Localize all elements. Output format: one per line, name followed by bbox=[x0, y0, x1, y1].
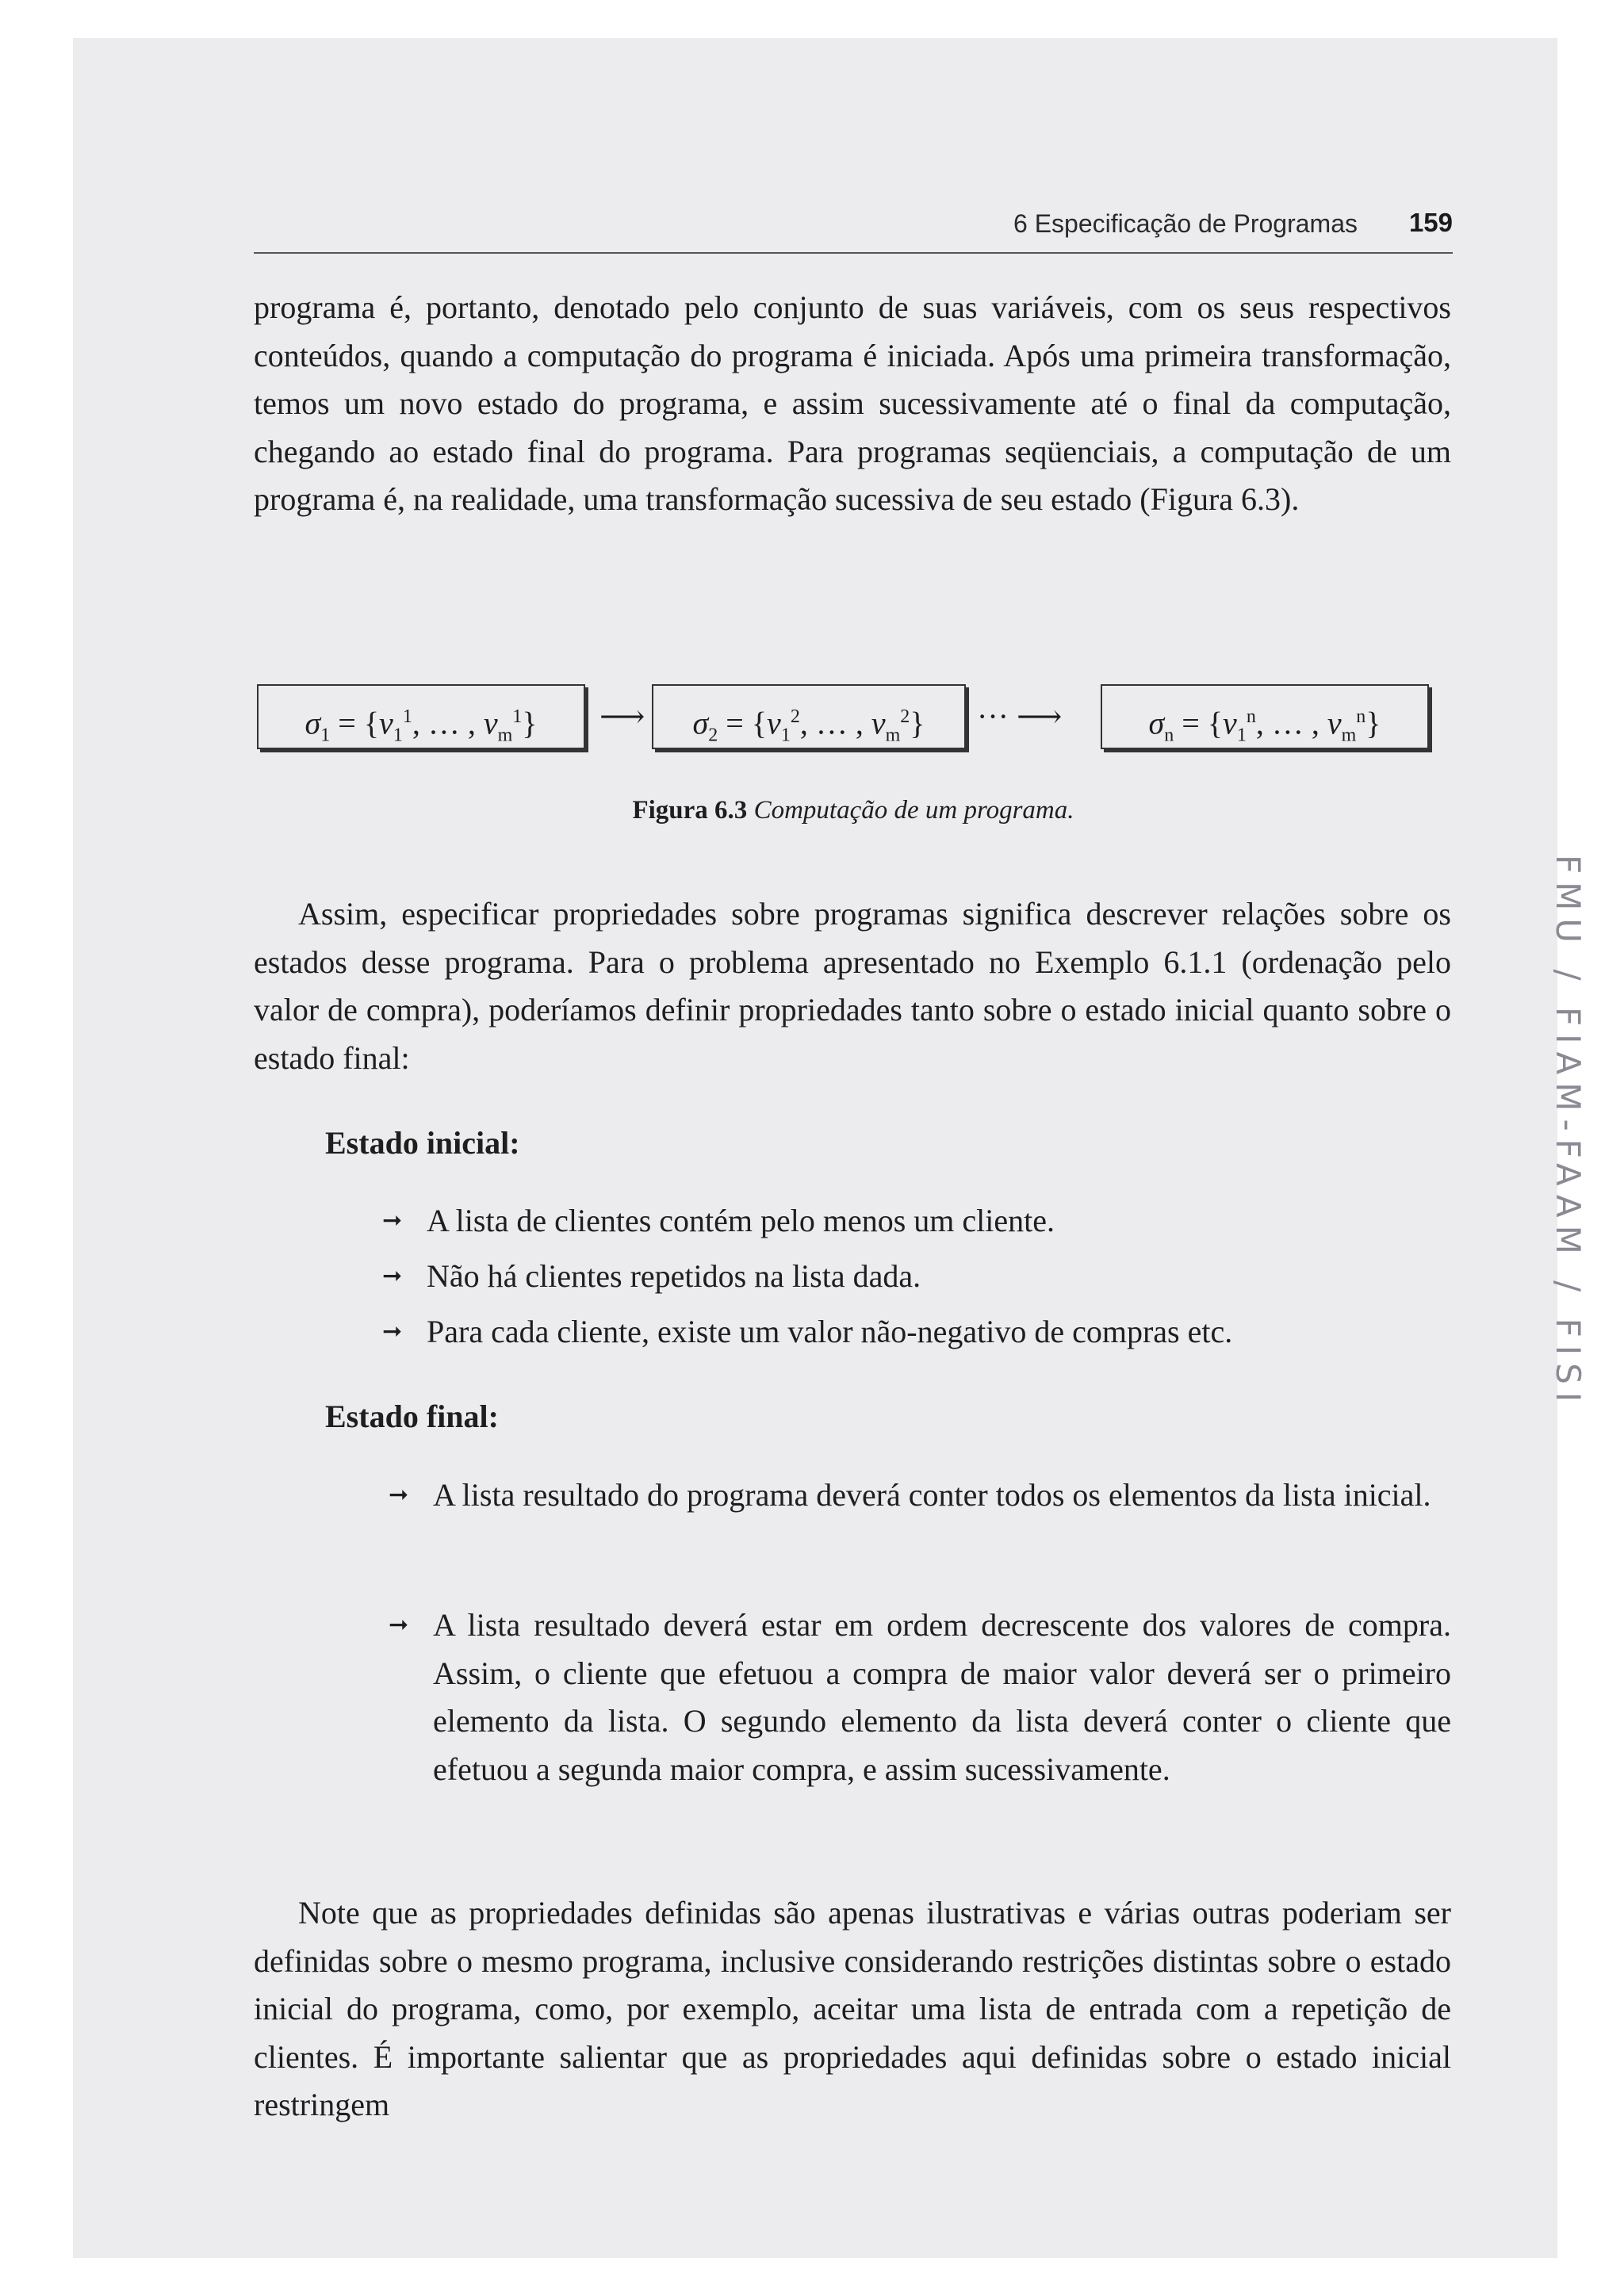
transition-arrow: ⟶ bbox=[599, 698, 645, 734]
header-rule bbox=[254, 252, 1453, 254]
ellipsis-arrow: ··· ⟶ bbox=[977, 698, 1063, 734]
state-sequence-figure bbox=[257, 684, 1456, 756]
final-state-heading: Estado final: bbox=[325, 1399, 499, 1434]
final-state-item: ➞ A lista resultado deverá estar em ordem decrescente dos valores de compra. Assim, o cliente que efetuou a compra de maior valor deverá ser o primeiro elemento da lista. O segundo elemento da lista deverá conter o cliente que efetuou a segunda maior compra, e assim sucessivamente. bbox=[389, 1601, 1451, 1847]
specification-paragraph: Assim, especificar propriedades sobre programas significa descrever relações sobre os estados desse programa. Para o problema apresentado no Exemplo 6.1.1 (ordenação pelo valor de compra), poderíamos definir propriedades tanto sobre o estado inicial quanto sobre o estado final: bbox=[254, 896, 1451, 1076]
figure-label: Figura 6.3 bbox=[632, 796, 748, 825]
state-box-1: $\sigma_1 = \{v_1^1$, … , $v_m^1$} bbox=[257, 684, 585, 749]
chapter-title: 6 Especificação de Programas bbox=[1013, 209, 1358, 238]
arrow-right-icon: ➞ bbox=[389, 1611, 409, 1639]
arrow-right-icon: ➞ bbox=[382, 1318, 403, 1345]
figure-caption bbox=[254, 796, 1453, 825]
initial-state-heading: Estado inicial: bbox=[325, 1125, 520, 1161]
library-stamp: FMU / FIAM-FAAM / FISI bbox=[1549, 855, 1588, 1410]
running-header bbox=[254, 205, 1453, 255]
book-page: 6 Especificação de Programas 159 programa é, portanto, denotado pelo conjunto de suas variáveis, com os seus respectivos conteúdos, quando a computação do programa é iniciada. Após uma primeira transformação, temos um novo estado do programa, e assim sucessivamente até o final da computação, chegando ao estado final do programa. Para programas seqüenciais, a computação de um programa é, na realidade, uma transformação sucessiva de seu estado (Figura 6.3). $\sigma_1 = \{v_1^1$, … , $v_m^1$} ⟶ $\sigma_2 = \{v_1^2$, … , $v_m^2$} ··· ⟶ $\sigma_n = \{v_1^n$, … , $v_m^n$} Figura 6.3 Computação de um programa. Assim, especificar propriedades sobre programas significa descrever relações sobre os estados desse programa. Para o problema apresentado no Exemplo 6.1.1 (ordenação pelo valor de compra), poderíamos definir propriedades tanto sobre o estado inicial quanto sobre o estado final: Estado inicial: ➞ A lista de clientes contém pelo menos um cliente. ➞ Não há clientes repetidos na lista dada. ➞ Para cada cliente, existe um valor não-negativo de compras etc. Estado final: ➞ A lista resultado do programa deverá conter todos os elementos da lista inicial. ➞ A lista resultado deverá estar em ordem decrescente dos valores de compra. Assim, o cliente que efetuou a compra de maior valor deverá ser o primeiro elemento da lista. O segundo elemento da lista deverá conter o cliente que efetuou a segunda maior compra, e assim sucessivamente. Note que as propriedades definidas são apenas ilustrativas e várias outras poderiam ser definidas sobre o mesmo programa, inclusive considerando restrições distintas sobre o estado inicial do programa, como, por exemplo, aceitar uma lista de entrada com a repetição de clientes. É importante salientar que as propriedades aqui definidas sobre o estado inicial restringem FMU / FIAM-FAAM / FISI bbox=[73, 38, 1557, 2258]
page-number: 159 bbox=[1408, 208, 1453, 237]
state-box-2: $\sigma_2 = \{v_1^2$, … , $v_m^2$} bbox=[652, 684, 966, 749]
arrow-right-icon: ➞ bbox=[382, 1207, 403, 1234]
figure-title: Computação de um programa. bbox=[753, 796, 1074, 825]
arrow-right-icon: ➞ bbox=[389, 1481, 409, 1509]
arrow-right-icon: ➞ bbox=[382, 1262, 403, 1290]
note-paragraph: Note que as propriedades definidas são apenas ilustrativas e várias outras poderiam ser definidas sobre o mesmo programa, inclusive considerando restrições distintas sobre o estado inicial do programa, como, por exemplo, aceitar uma lista de entrada com a repetição de clientes. É importante salientar que as propriedades aqui definidas sobre o estado inicial restringem bbox=[254, 1895, 1451, 2122]
state-box-n: $\sigma_n = \{v_1^n$, … , $v_m^n$} bbox=[1101, 684, 1429, 749]
intro-paragraph: programa é, portanto, denotado pelo conjunto de suas variáveis, com os seus respectivos conteúdos, quando a computação do programa é iniciada. Após uma primeira transformação, temos um novo estado do programa, e assim sucessivamente até o final da computação, chegando ao estado final do programa. Para programas seqüenciais, a computação de um programa é, na realidade, uma transformação sucessiva de seu estado (Figura 6.3). bbox=[254, 289, 1451, 517]
final-state-item: ➞ A lista resultado do programa deverá conter todos os elementos da lista inicial. bbox=[389, 1471, 1451, 1575]
